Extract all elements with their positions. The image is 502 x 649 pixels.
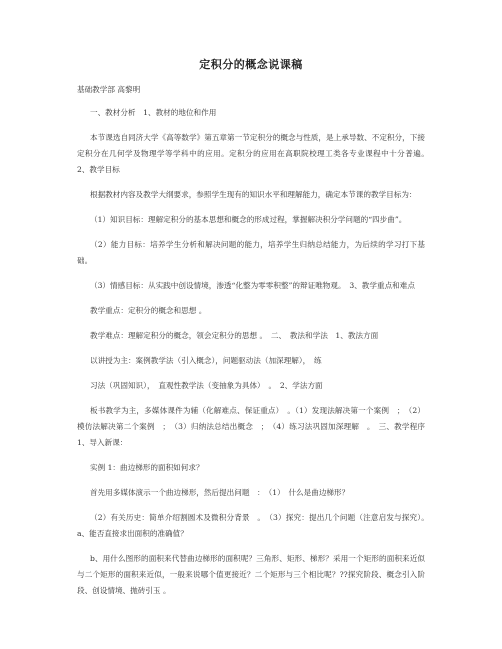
paragraph-multimedia-demo: 首先用多媒体演示一个曲边梯形，然后提出问题 ： （1） 什么是曲边梯形？: [90, 488, 350, 497]
paragraph-lecture-method: 以讲授为主：案例教学法（引入概念），问题驱动法（加深理解）， 练: [90, 356, 322, 365]
paragraph-teaching-material-analysis: 一、教材分析 1、教材的地位和作用: [90, 108, 217, 117]
author-line: 基础教学部 高黎明: [77, 85, 141, 94]
paragraph-teaching-objectives-intro: 根据教材内容及教学大纲要求，参照学生现有的知识水平和理解能力，确定本节课的教学目标为：: [90, 190, 417, 199]
paragraph-teaching-difficulty: 教学难点：理解定积分的概念，领会定积分的思想 。 二、 教法和学法 1、教法方面: [90, 331, 379, 340]
paragraph-course-position: 本节课选自同济大学《高等数学》第五章第一节定积分的概念与性质，是上承导数、不定积分，下接定积分在几何学及物理学等学科中的应用。定积分的应用在高职院校理工类各专业课程中十分普遍。 2、教学目标: [77, 133, 433, 174]
paragraph-rectangle-approximation: b、用什么图形的面积来代替曲边梯形的面积呢？三角形、矩形、梯形？采用一个矩形的面积来近似与二个矩形的面积来近似，一般来说哪个值更接近？二个矩形与三个相比呢？??探究阶段、概念引入阶段、创设情境、抛砖引玉 。: [77, 554, 425, 595]
paragraph-ability-objective: （2）能力目标：培养学生分析和解决问题的能力，培养学生归纳总结能力，为后续的学习打下基础。: [77, 240, 425, 265]
paragraph-teaching-focus: 教学重点：定积分的概念和思想 。: [90, 306, 207, 315]
document-title: 定积分的概念说课稿: [199, 58, 303, 71]
paragraph-practice-method: 习法（巩固知识）， 直观性教学法（变抽象为具体） 。 2、学法方面: [90, 381, 323, 390]
paragraph-history-and-inquiry: （2）有关历史：简单介绍割圆术及微积分背景 。 （3）探究：提出几个问题（注意启发与探究）。 a、能否直接求出面积的准确值？: [77, 513, 433, 538]
paragraph-example-1: 实例 1：曲边梯形的面积如何求？: [90, 463, 204, 472]
paragraph-blackboard-teaching: 板书教学为主，多媒体课件为辅（化解难点、保证重点） 。（1）发现法解决第一个案例 ； （2）模仿法解决第二个案例 ； （3）归纳法总结出概念 ； （4）练习法巩固加深理解 。 三、教学程序 1、导入新课：: [77, 406, 433, 447]
paragraph-knowledge-objective: （1）知识目标：理解定积分的基本思想和概念的形成过程，掌握解决积分学问题的“四步曲”。: [90, 215, 407, 224]
paragraph-emotion-objective: （3）情感目标：从实践中创设情境，渗透“化整为零零积整”的辩证唯物观。 3、教学重点和难点: [90, 281, 415, 290]
